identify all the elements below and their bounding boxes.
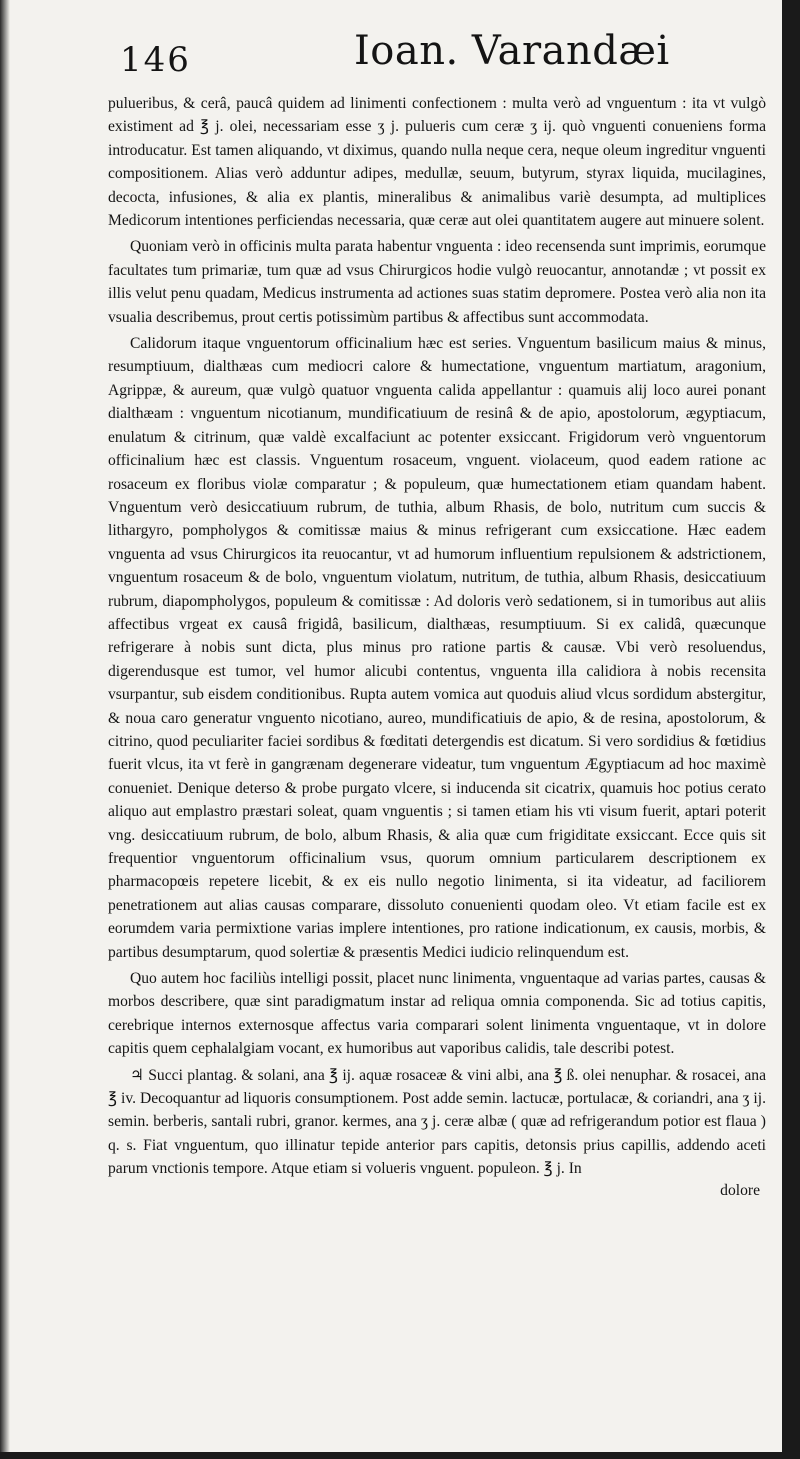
page-gutter-shadow — [0, 0, 10, 1452]
paragraph: Quo autem hoc faciliùs intelligi possit, placet nunc linimenta, vnguentaque ad varias partes, causas & morbos describere, quæ sint paradigmatum instar ad reliqua omnia componenda. Sic ad totius capitis, cerebrique internos externosque affectus varia comparari solent linimenta vnguentaque, vt in dolore capitis quem cephalalgiam vocant, ex humoribus aut vaporibus calidis, tale describi potest. — [108, 970, 766, 1058]
catchword: dolore — [720, 1181, 760, 1199]
page-number: 146 — [120, 40, 191, 80]
paragraph: Calidorum itaque vnguentorum officinalium hæc est series. Vnguentum basilicum maius & minus, resumptiuum, dialthæas cum mediocri calore & humectatione, vnguentum martiatum, aragonium, Agrippæ, & aureum, quæ vulgò quatuor vnguenta calida appellantur : quamuis alij loco aurei ponant dialthæam : vnguentum nicotianum, mundificatiuum de resinâ & de apio, apostolorum, ægyptiacum, enulatum & citrinum, quæ valdè excalfaciunt ac potenter exsiccant. Frigidorum verò vnguentorum officinalium hæc est classis. Vnguentum rosaceum, vnguent. violaceum, quod eadem ratione ac rosaceum ex floribus violæ comparatur ; & populeum, quæ humectationem etiam quandam habent. Vnguentum verò desiccatiuum rubrum, de tuthia, album Rhasis, de bolo, nutritum cum succis & lithargyro, pompholygos & comitissæ maius & minus refrigerant cum exsiccatione. Hæc eadem vnguenta ad vsus Chirurgicos ita reuocantur, vt ad humorum influentium repulsionem & adstrictionem, vnguentum rosaceum & de bolo, vnguentum violatum, nutritum, de tuthia, album Rhasis, desiccatiuum rubrum, diapompholygos, populeum & comitissæ : Ad doloris verò sedationem, si in tumoribus aut aliis affectibus vrgeat ex causâ frigidâ, basilicum, dialthæas, resumptiuum. Si ex calidâ, quæcunque refrigerare à nobis sunt dicta, plus minus pro ratione partis & causæ. Vbi verò resoluendus, digerendusque est tumor, vel humor alicubi contentus, vnguenta illa calidiora à nobis recensita vsurpantur, sub eisdem conditionibus. Rupta autem vomica aut quoduis aliud vlcus sordidum abstergitur, & noua caro generatur vnguento nicotiano, aureo, mundificatiuis de apio, & de resina, apostolorum, & citrino, quod peculiariter faciei sordibus & fœditati detergendis est dicatum. Si vero sordidius & fœtidius fuerit vlcus, ita vt ferè in gangrænam degenerare videatur, tum vnguentum Ægyptiacum ad hoc maximè conueniet. Denique deterso & probe purgato vlcere, si inducenda sit cicatrix, quamuis hoc potius cerato aliquo aut emplastro præstari soleat, quam vnguentis ; si tamen etiam his vti visum fuerit, aptari poterit vng. desiccatiuum rubrum, de bolo, album Rhasis, & alia quæ cum frigiditate exsiccant. Ecce quis sit frequentior vnguentorum officinalium vsus, quorum omnium particularem descriptionem ex pharmacopœis repetere licebit, & ex eis nullo negotio linimenta, si ita videatur, ad faciliorem penetrationem aut alias causas comparare, dissoluto conuenienti quodam oleo. Vt etiam facile est ex eorumdem varia permixtione varias implere intentiones, pro ratione indicationum, ex causis, morbis, & partibus desumptarum, quod solertiæ & præsentis Medici iudicio relinquendum est. — [108, 335, 766, 961]
paragraph: pulueribus, & cerâ, paucâ quidem ad linimenti confectionem : multa verò ad vnguentum : ita vt vulgò existiment ad ℥ j. olei, necessariam esse ʒ j. pulueris cum ceræ ʒ ij. quò vnguenti conueniens forma introducatur. Est tamen aliquando, vt diximus, quando nulla neque cera, neque oleum ingreditur vnguenti compositionem. Alias verò adduntur adipes, medullæ, seuum, butyrum, styrax liquida, mucilagines, decocta, infusiones, & alia ex plantis, mineralibus & animalibus variè desumpta, ad multiplices Medicorum intentiones perficiendas necessaria, quæ ceræ aut olei quantitatem augere aut minuere solent. — [108, 95, 766, 230]
running-head: Ioan. Varandæi — [354, 28, 670, 74]
page-header — [108, 28, 766, 92]
paragraph: Quoniam verò in officinis multa parata habentur vnguenta : ideo recensenda sunt imprimis, eorumque facultates tum primariæ, tum quæ ad vsus Chirurgicos hodie vulgò reuocantur, annotandæ ; vt possit ex illis velut penu quadam, Medicus instrumenta ad actiones suas statim depromere. Postea verò alia non ita vsualia describemus, prout certis potissimùm partibus & affectibus sunt accommodata. — [108, 238, 766, 326]
body-text — [108, 92, 766, 1181]
recipe-paragraph: ♃ Succi plantag. & solani, ana ℥ ij. aquæ rosaceæ & vini albi, ana ℥ ß. olei nenuphar. & rosacei, ana ℥ iv. Decoquantur ad liquoris consumptionem. Post adde semin. lactucæ, portulacæ, & coriandri, ana ʒ ij. semin. berberis, santali rubri, granor. kermes, ana ʒ j. ceræ albæ ( quæ ad refrigerandum potior est flaua ) q. s. Fiat vnguentum, quo illinatur tepide anterior pars capitis, detonsis prius capillis, addendo aceti parum vnctionis tempore. Atque etiam si volueris vnguent. populeon. ℥ j. In — [108, 1066, 766, 1178]
